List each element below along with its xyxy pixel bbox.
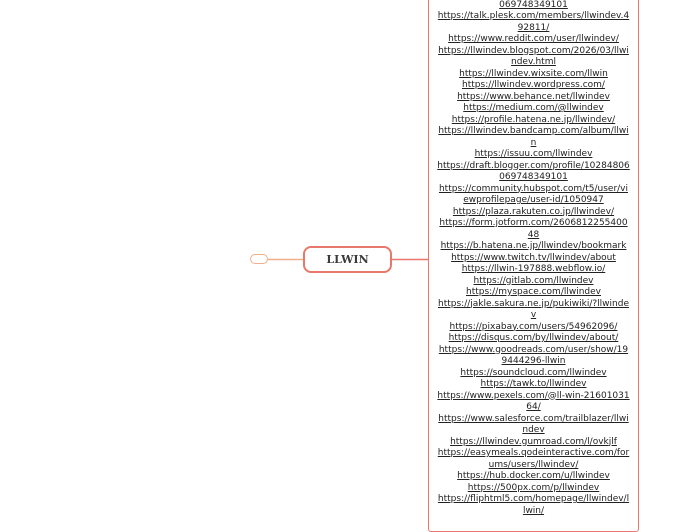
link-item[interactable]: https://hub.docker.com/u/llwindev [457, 471, 610, 481]
link-item[interactable]: https://llwindev.bandcamp.com/album/llwin [438, 126, 629, 148]
link-item[interactable]: https://www.pexels.com/@ll-win-2160103164/ [437, 390, 630, 412]
central-topic-label: LLWIN [326, 253, 369, 266]
link-item[interactable]: https://llwindev.blogspot.com/2026/03/llwindev.html [438, 45, 629, 67]
link-item[interactable]: https://llwindev.gumroad.com/l/ovkjlf [450, 436, 617, 447]
link-item[interactable]: https://disqus.com/by/llwindev/about/ [448, 333, 619, 343]
link-item[interactable]: https://tawk.to/llwindev [480, 379, 587, 389]
link-item[interactable]: https://profile.hatena.ne.jp/llwindev/ [451, 114, 616, 125]
link-item[interactable]: https://b.hatena.ne.jp/llwindev/bookmark [440, 241, 627, 251]
link-item[interactable]: https://draft.blogger.com/profile/10284806069748349101 [437, 160, 630, 182]
link-item[interactable]: https://plaza.rakuten.co.jp/llwindev/ [452, 206, 615, 217]
link-item[interactable]: https://llwindev.wixsite.com/llwin [459, 68, 608, 79]
link-item[interactable]: https://www.twitch.tv/llwindev/about [451, 252, 616, 263]
link-item[interactable]: https://www.salesforce.com/trailblazer/llwindev [438, 413, 629, 435]
link-item[interactable]: https://www.reddit.com/user/llwindev/ [448, 34, 619, 44]
link-item[interactable]: https://form.jotform.com/260681225540048 [439, 218, 628, 240]
links-topic-node[interactable] [428, 0, 639, 532]
link-item[interactable]: https://easymeals.qodeinteractive.com/forums/users/llwindev/ [437, 448, 630, 470]
link-item[interactable]: https://pixabay.com/users/54962096/ [449, 321, 618, 332]
link-item[interactable]: https://fliphtml5.com/homepage/llwindev/llwin/ [437, 494, 630, 516]
link-item[interactable]: https://medium.com/@llwindev [463, 103, 604, 113]
link-item[interactable]: https://llwin-197888.webflow.io/ [461, 264, 606, 274]
link-item[interactable]: https://gitlab.com/llwindev [473, 275, 594, 286]
link-item[interactable]: https://community.hubspot.com/t5/user/viewprofilepage/user-id/1050947 [438, 183, 629, 205]
link-item[interactable]: 069748349101 [499, 0, 568, 10]
link-item[interactable]: https://jakle.sakura.ne.jp/pukiwiki/?llwindev [438, 298, 629, 320]
collapsed-branch-node[interactable] [250, 254, 268, 264]
link-list [429, 0, 638, 517]
link-item[interactable]: https://myspace.com/llwindev [465, 287, 601, 297]
central-topic-node[interactable] [303, 246, 392, 273]
link-item[interactable]: https://issuu.com/llwindev [474, 149, 593, 159]
link-item[interactable]: https://llwindev.wordpress.com/ [462, 80, 605, 90]
link-item[interactable]: https://talk.plesk.com/members/llwindev.492811/ [437, 11, 630, 33]
link-item[interactable]: https://soundcloud.com/llwindev [460, 367, 607, 378]
link-item[interactable]: https://www.behance.net/llwindev [457, 91, 610, 102]
link-item[interactable]: https://www.goodreads.com/user/show/199444296-llwin [438, 344, 629, 366]
link-item[interactable]: https://500px.com/p/llwindev [467, 482, 600, 493]
